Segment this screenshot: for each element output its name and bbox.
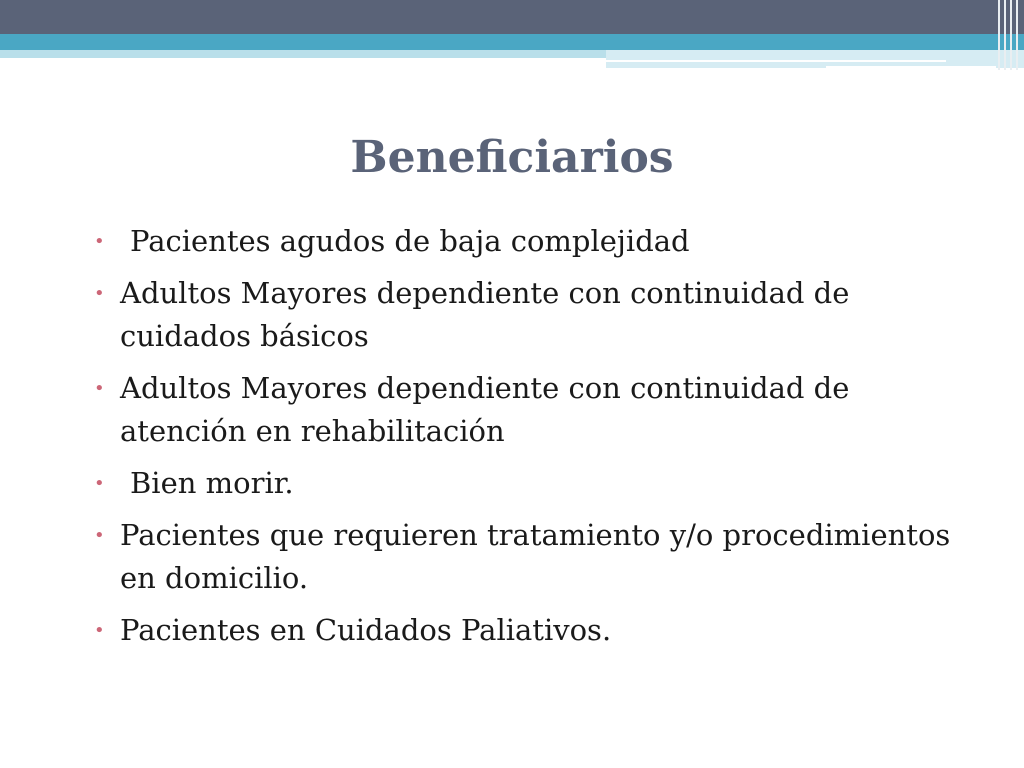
slide-title: Beneficiarios: [350, 132, 674, 183]
list-item: [90, 220, 970, 263]
header-right-stripes: [994, 0, 1024, 70]
bullet-icon: •: [94, 473, 105, 494]
bullet-icon: •: [94, 378, 105, 399]
bullet-icon: •: [94, 231, 105, 252]
list-item: [90, 462, 970, 505]
list-item: [90, 514, 970, 600]
bullet-text: Bien morir.: [130, 466, 294, 500]
bullet-icon: •: [94, 283, 105, 304]
bullet-text: Adultos Mayores dependiente con continuidad de atención en rehabilitación: [120, 371, 850, 448]
list-item: [90, 272, 970, 358]
header-thin-line: [826, 66, 996, 68]
bullet-text: Pacientes agudos de baja complejidad: [130, 224, 690, 258]
list-item: [90, 609, 970, 652]
bullet-icon: •: [94, 620, 105, 641]
bullet-text: Pacientes que requieren tratamiento y/o procedimientos en domicilio.: [120, 518, 951, 595]
header-band: [0, 0, 1024, 34]
bullet-icon: •: [94, 525, 105, 546]
header-thin-line: [606, 60, 946, 62]
list-item: [90, 367, 970, 453]
bullet-text: Adultos Mayores dependiente con continuidad de cuidados básicos: [120, 276, 850, 353]
header-teal-bar: [0, 34, 1024, 50]
bullet-text: Pacientes en Cuidados Paliativos.: [120, 613, 612, 647]
bullet-list: [90, 220, 970, 661]
